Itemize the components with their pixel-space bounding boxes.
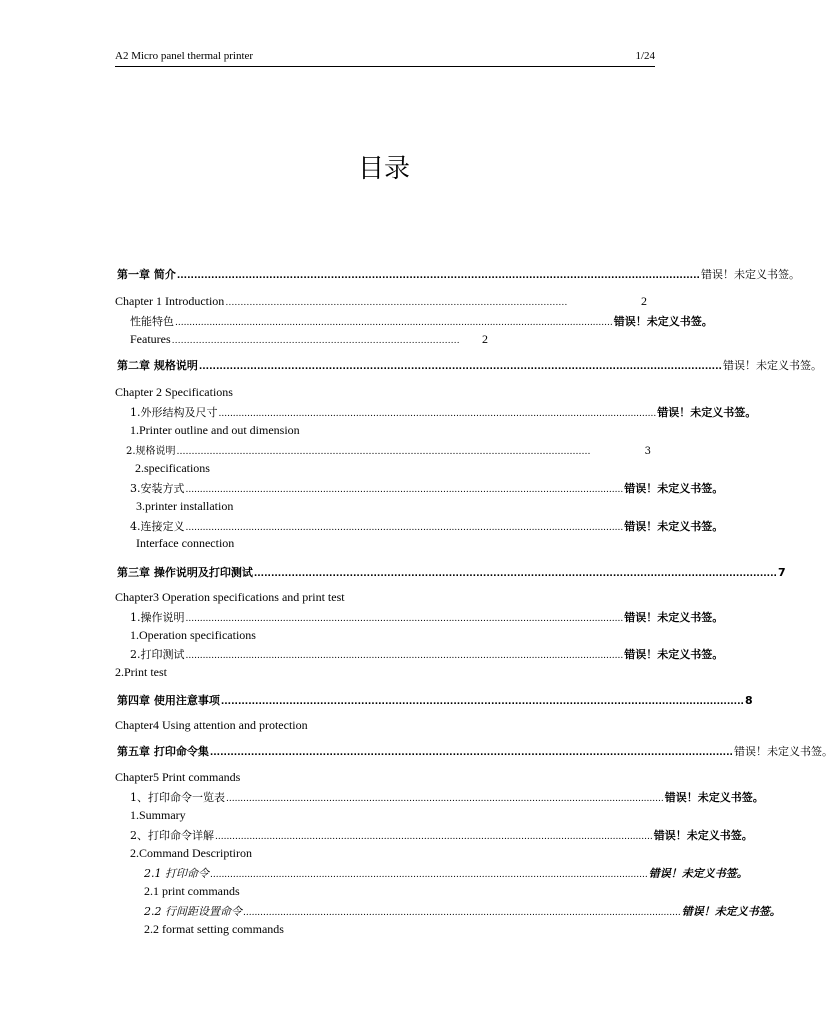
toc-leader: .........................................................................................................................................................	[185, 614, 624, 624]
toc-page-ref: 错误！未定义书签。	[648, 867, 748, 880]
toc-entry-ch2-2-en[interactable]: 2.specifications	[135, 461, 210, 475]
toc-entry-ch1-cn[interactable]	[117, 266, 800, 282]
toc-leader: .........................................................................................................................................................	[209, 748, 733, 758]
toc-label: 第四章 使用注意事项	[117, 694, 220, 707]
toc-label: 第二章 规格说明	[117, 359, 198, 372]
toc-entry-ch3-1-en[interactable]: 1.Operation specifications	[130, 628, 256, 642]
toc-label: Features	[130, 332, 171, 346]
toc-page-ref: 错误！未定义书签。	[664, 791, 764, 804]
toc-page-ref: 错误！未定义书签。	[700, 268, 800, 281]
toc-label: 2.规格说明	[126, 446, 176, 457]
toc-label: 第一章 简介	[117, 268, 176, 281]
toc-page-ref: 错误！未定义书签。	[733, 745, 833, 758]
toc-leader: .........................................................................................................................................................	[176, 271, 700, 281]
toc-page-ref: 7	[777, 566, 786, 579]
toc-entry-ch3-2-cn[interactable]	[130, 646, 724, 662]
toc-entry-ch3-cn[interactable]	[117, 564, 786, 580]
toc-leader: …………………………………………………………………………………………………………………………	[176, 447, 591, 457]
toc-leader: ……………………………………………………………………………………………………	[225, 297, 568, 307]
header-page-number: 1/24	[635, 50, 655, 62]
toc-entry-ch5-2-2-en[interactable]: 2.2 format setting commands	[144, 922, 284, 936]
toc-entry-ch3-2-en[interactable]: 2.Print test	[115, 665, 168, 679]
toc-page-ref: 错误！未定义书签。	[657, 406, 757, 419]
toc-leader: .........................................................................................................................................................	[175, 318, 613, 328]
toc-label: 3.安装方式	[130, 482, 185, 495]
toc-page-ref: 错误！未定义书签。	[613, 315, 713, 328]
toc-label: 2.1 打印命令	[144, 867, 209, 880]
toc-page-ref: 3	[644, 446, 651, 457]
toc-entry-ch5-1-en[interactable]: 1.Summary	[130, 808, 186, 822]
toc-entry-ch1-feat-en[interactable]	[130, 332, 488, 347]
toc-page-ref: 2	[641, 294, 647, 308]
toc-leader: .........................................................................................................................................................	[226, 794, 664, 804]
toc-label: 第五章 打印命令集	[117, 745, 209, 758]
toc-entry-ch4-cn[interactable]	[117, 692, 753, 708]
toc-label: 4.连接定义	[130, 520, 185, 533]
toc-label: 2.打印测试	[130, 648, 185, 661]
toc-entry-ch3-1-cn[interactable]	[130, 609, 724, 625]
toc-entry-ch4-en[interactable]: Chapter4 Using attention and protection	[115, 718, 308, 732]
toc-entry-ch2-1-cn[interactable]	[130, 404, 757, 420]
toc-leader: .........................................................................................................................................................	[220, 697, 744, 707]
toc-entry-ch2-3-en[interactable]: 3.printer installation	[136, 499, 234, 513]
toc-entry-ch5-2-cn[interactable]	[130, 827, 753, 843]
toc-label: 1、打印命令一览表	[130, 791, 225, 804]
toc-leader: ……………………………………………………………………………………	[171, 335, 460, 345]
toc-entry-ch2-4-en[interactable]: Interface connection	[136, 536, 235, 550]
toc-entry-ch2-4-cn[interactable]	[130, 518, 724, 534]
toc-leader: .........................................................................................................................................................	[215, 832, 653, 842]
toc-leader: .........................................................................................................................................................	[185, 651, 624, 661]
toc-label: 性能特色	[130, 315, 174, 328]
toc-leader: .........................................................................................................................................................	[198, 362, 722, 372]
toc-entry-ch5-1-cn[interactable]	[130, 789, 764, 805]
toc-page-ref: 错误！未定义书签。	[624, 482, 724, 495]
toc-entry-ch5-2-1-cn[interactable]	[144, 865, 748, 881]
toc-entry-ch2-en[interactable]: Chapter 2 Specifications	[115, 385, 233, 399]
toc-label: 第三章 操作说明及打印测试	[117, 566, 253, 579]
toc-leader: .........................................................................................................................................................	[185, 523, 624, 533]
toc-entry-ch2-2-cn[interactable]	[126, 442, 651, 457]
toc-entry-ch5-2-en[interactable]: 2.Command Descriptiron	[130, 846, 252, 860]
toc-label: 2、打印命令详解	[130, 829, 214, 842]
toc-page-ref: 错误！未定义书签。	[722, 359, 822, 372]
toc-page-ref: 错误！未定义书签。	[624, 611, 724, 624]
page-title: 目录	[357, 154, 410, 184]
toc-page-ref: 错误！未定义书签。	[653, 829, 753, 842]
toc-leader: .........................................................................................................................................................	[185, 485, 624, 495]
toc-leader: .........................................................................................................................................................	[210, 870, 648, 880]
toc-entry-ch1-en[interactable]	[115, 294, 647, 309]
toc-label: 1.外形结构及尺寸	[130, 406, 218, 419]
toc-page-ref: 2	[482, 332, 488, 346]
toc-label: 2.2 行间距设置命令	[144, 905, 242, 918]
toc-leader: .........................................................................................................................................................	[218, 409, 657, 419]
toc-entry-ch3-en[interactable]: Chapter3 Operation specifications and print test	[115, 590, 345, 604]
toc-page-ref: 错误！未定义书签。	[624, 520, 724, 533]
toc-page-ref: 错误！未定义书签。	[624, 648, 724, 661]
toc-page-ref: 8	[744, 694, 753, 707]
header-title: A2 Micro panel thermal printer	[115, 50, 254, 62]
toc-entry-ch2-3-cn[interactable]	[130, 480, 724, 496]
toc-entry-ch2-cn[interactable]	[117, 357, 822, 373]
toc-label: Chapter 1 Introduction	[115, 294, 225, 308]
toc-leader: .........................................................................................................................................................	[253, 569, 777, 579]
toc-page-ref: 错误！未定义书签。	[681, 905, 781, 918]
toc-entry-ch5-2-1-en[interactable]: 2.1 print commands	[144, 884, 240, 898]
toc-leader: .........................................................................................................................................................	[243, 908, 681, 918]
toc-entry-ch5-en[interactable]: Chapter5 Print commands	[115, 770, 241, 784]
toc-entry-ch2-1-en[interactable]: 1.Printer outline and out dimension	[130, 423, 300, 437]
toc-entry-ch1-feat-cn[interactable]	[130, 313, 713, 329]
toc-entry-ch5-2-2-cn[interactable]	[144, 903, 781, 919]
toc-label: 1.操作说明	[130, 611, 185, 624]
toc-entry-ch5-cn[interactable]	[117, 743, 833, 759]
